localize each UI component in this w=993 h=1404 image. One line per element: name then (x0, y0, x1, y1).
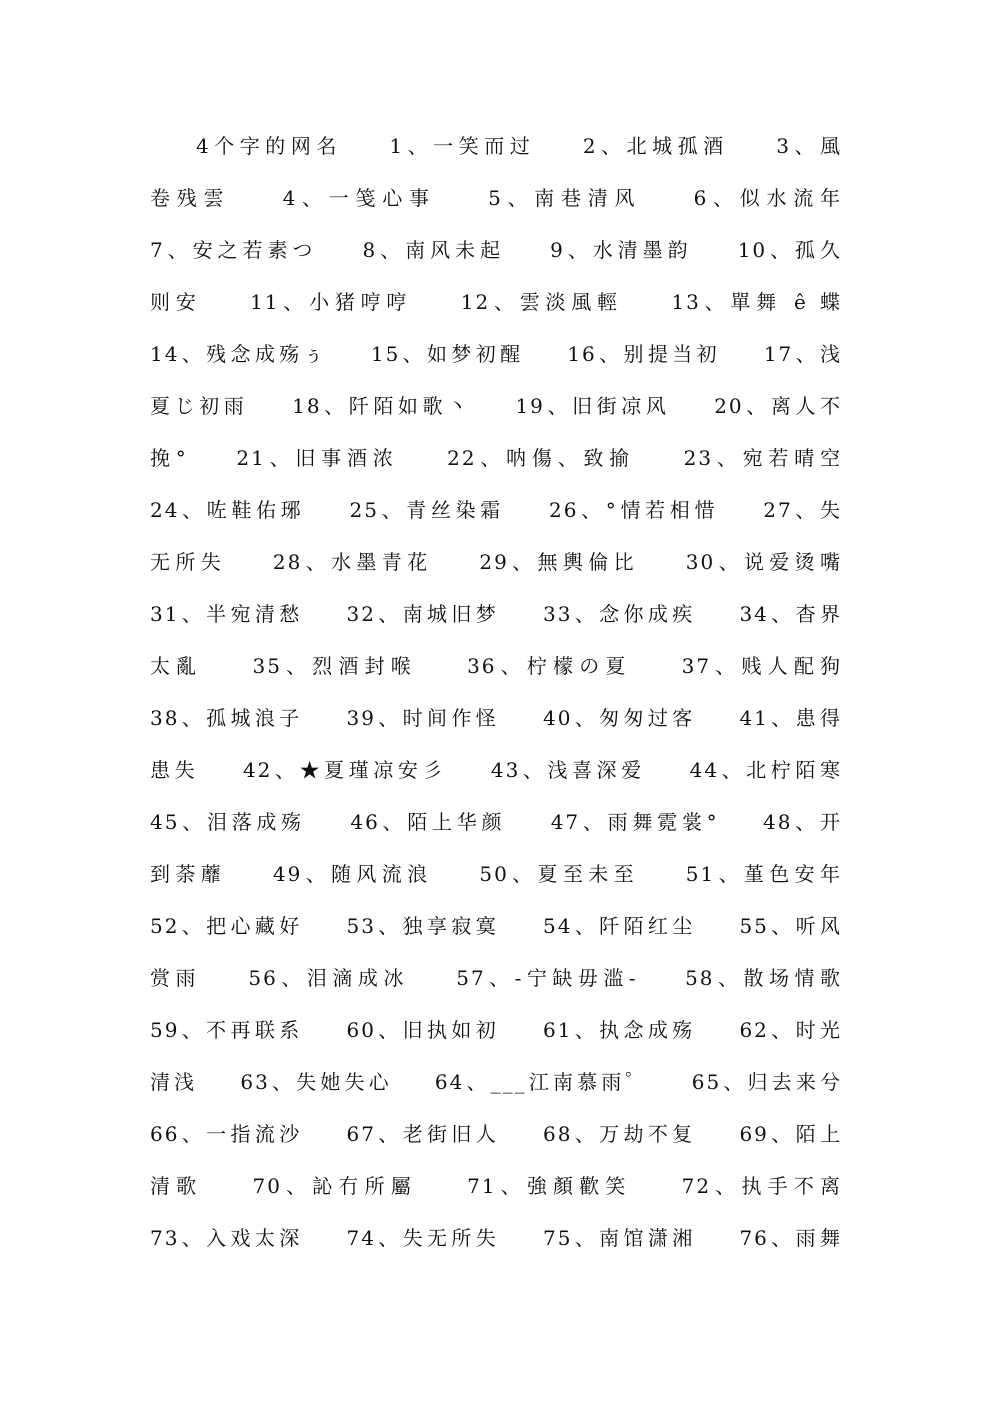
text-line: 到荼蘼 49、随风流浪 50、夏至未至 51、堇色安年 (150, 862, 842, 886)
text-line: 患失 42、★夏瑾凉安彡 43、浅喜深爱 44、北柠陌寒 (150, 758, 842, 782)
body-text (150, 120, 842, 1264)
text-line: 清浅 63、失她失心 64、___江南慕雨゜ 65、归去来兮 (150, 1070, 842, 1094)
text-line: 24、咗鞋佑琊 25、青丝染霜 26、°情若相惜 27、失 (150, 498, 842, 522)
text-line: 夏じ初雨 18、阡陌如歌丶 19、旧街凉风 20、离人不 (150, 394, 842, 418)
text-line: 66、一指流沙 67、老街旧人 68、万劫不复 69、陌上 (150, 1122, 842, 1146)
text-line: 59、不再联系 60、旧执如初 61、执念成殇 62、时光 (150, 1018, 842, 1042)
text-line: 卷残雲 4、一笺心事 5、南巷清风 6、似水流年 (150, 186, 842, 210)
text-line: 4个字的网名 1、一笑而过 2、北城孤酒 3、風 (196, 134, 842, 158)
text-line: 52、把心藏好 53、独享寂寞 54、阡陌红尘 55、听风 (150, 914, 842, 938)
text-line: 7、安之若素つ 8、南风未起 9、水清墨韵 10、孤久 (150, 238, 842, 262)
text-line: 则安 11、小猪哼哼 12、雲淡風輕 13、單舞 ê 蝶 (150, 290, 842, 314)
text-line: 无所失 28、水墨青花 29、無輿倫比 30、说爱烫嘴 (150, 550, 842, 574)
text-line: 清歌 70、訫冇所屬 71、強顏歡笑 72、执手不离 (150, 1174, 842, 1198)
text-line: 73、入戏太深 74、失无所失 75、南馆潇湘 76、雨舞 (150, 1226, 842, 1250)
text-line: 挽° 21、旧事酒浓 22、呐傷、致揄 23、宛若晴空 (150, 446, 842, 470)
text-line: 38、孤城浪子 39、时间作怪 40、匆匆过客 41、患得 (150, 706, 842, 730)
text-line: 31、半宛清愁 32、南城旧梦 33、念你成疾 34、杳界 (150, 602, 842, 626)
text-line: 14、残念成殇ぅ 15、如梦初醒 16、别提当初 17、浅 (150, 342, 842, 366)
text-line: 太亂 35、烈酒封喉 36、柠檬の夏 37、贱人配狗 (150, 654, 842, 678)
text-line: 45、泪落成殇 46、陌上华颜 47、雨舞霓裳° 48、开 (150, 810, 842, 834)
text-line: 赏雨 56、泪滴成冰 57、-宁缺毋滥- 58、散场情歌 (150, 966, 842, 990)
